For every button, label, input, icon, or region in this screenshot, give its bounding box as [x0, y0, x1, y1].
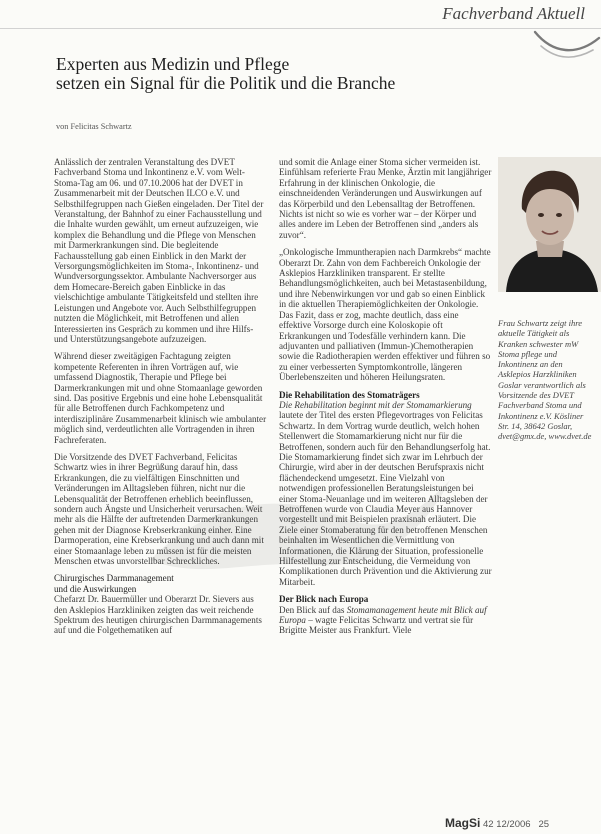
lead-italic: Die Rehabilitation beginnt mit der Stomamarkierung — [279, 399, 472, 410]
paragraph-text: lautete der Titel des ersten Pflegevortrages von Felicitas Schwartz. In dem Vortrag wurde deutlich, welch hohen Stellenwert die Stomamarkierung nicht nur für die Betroffenen, sondern auch für den Behandlungserfolg hat. Die Stomamarkierung findet sich zwar im Lehrbuch der Chirurgie, wird aber in der deutschen Berufspraxis nicht flächendeckend umgesetzt. Eine Vielzahl von notwendigen professionellen Beratungsleistungen bei einer Stoma-Neuanlage und im weiteren Alltagsleben der Betroffenen wurde von Claudia Meyer aus Hannover vorgestellt und mit Beispielen praxisnah erläutert. Die Ziele einer Stomaberatung für den betroffenen Menschen beinhalten im Wesentlichen die Vermittlung von Informationen, die Klärung der Situation, professionelle Hilfestellung zur Entscheidung, die Vermeidung von Komplikationen durch Prävention und die Aktivierung zur Mitarbeit. — [279, 410, 492, 587]
issue-date: 12/2006 — [496, 819, 531, 830]
section-title: Fachverband Aktuell — [442, 4, 585, 23]
paragraph: Die Vorsitzende des DVET Fachverband, Felicitas Schwartz wies in ihrer Begrüßung darauf hin, dass Erkrankungen, die zu vielfältigen Einschnitten und Veränderungen im Alltagsleben führen, nicht nur die Lebensqualität der Betroffenen erheblich beeinflussen, sondern auch Ängste und Unsicherheit verursachen. Weit mehr als die Hälfte der auftretenden Darmerkrankungen gehen mit der Diagnose Krebserkrankung einher. Eine Darmoperation, eine Krebserkrankung und auch dann mit einer Stomaanlage leben zu müssen ist für die meisten Menschen etwas unvorstellbar Schreckliches. — [54, 451, 264, 567]
subheading-line-2: und die Auswirkungen — [54, 583, 137, 594]
paragraph: Anlässlich der zentralen Veranstaltung des DVET Fachverband Stoma und Inkontinenz e.V. vom Welt-Stoma-Tag am 06. und 07.10.2006 hat der DVET in Zusammenarbeit mit der Deutschen ILCO e.V. und Selbsthilfegruppen nach Gießen eingeladen. Der Titel der Veranstaltung, der Bahnhof zu einer Fachausstellung und die Inhalte wurden gewählt, um erneut aufzuzeigen, wie komplex die Behandlung und die Pflege von Menschen mit Darmerkrankungen sind. Die begleitende Fachausstellung gab einen Einblick in den Markt der Versorgungsmöglichkeiten im Stoma-, Inkontinenz- und Wundversorgungssektor. Ambulante Nachversorger aus dem Homecare-Bereich gaben Einblicke in das vielschichtige ambulante Tätigkeitsfeld und stellten ihre Leistungen und Angebote vor. Auch Selbsthilfegruppen nutzten die Möglichkeit, mit Betroffenen und allen Interessierten ins Gespräch zu kommen und ihre Hilfs- und Unterstützungsangebote aufzuzeigen. — [54, 157, 264, 344]
article-title-line-1: Experten aus Medizin und Pflege — [56, 54, 290, 74]
magazine-swoosh-graphic — [531, 26, 601, 62]
paragraph-text: Den Blick auf das — [279, 604, 347, 615]
subheading: Die Rehabilitation des Stomaträgers — [279, 389, 420, 400]
lead-italic: Stomamanagement heute mit Blick auf Europa — [279, 604, 487, 626]
header-rule — [0, 28, 601, 29]
page-number: 25 — [538, 819, 550, 830]
magazine-brand: MagSi — [445, 816, 481, 830]
subheading-line-1: Chirurgisches Darmmanagement — [54, 573, 174, 584]
article-title — [56, 55, 526, 93]
paragraph — [279, 400, 492, 587]
page-footer — [445, 816, 549, 830]
portrait-caption: Frau Schwartz zeigt ihre aktuelle Tätigkeit als Kranken schwester mW Stoma pflege und Inkontinenz an den Asklepios Harzkliniken Goslar verantwortlich als Vorsitzende des DVET Fachverband Stoma und Inkontinenz e.V. Kösliner Str. 14, 38642 Goslar, dvet@gmx.de, www.dvet.de — [498, 318, 592, 442]
paragraph: und somit die Anlage einer Stoma sicher vermeiden ist. Einfühlsam referierte Frau Menke, Ärztin mit langjähriger Erfahrung in der klinischen Onkologie, die einschneidenden Veränderungen und Auswirkungen auf das Körperbild und den Lebensalltag der Betroffenen. Nichts ist nicht so wie es vorher war – der Körper und alles andere im Leben der Betroffenen sind „anders als zuvor“. — [279, 157, 492, 240]
paragraph-text: – wagte Felicitas Schwartz und vertrat sie für Brigitte Meister aus Frankfurt. Viele — [279, 615, 474, 636]
subheading — [54, 573, 267, 594]
author-portrait — [498, 157, 601, 292]
paragraph: Chefarzt Dr. Bauermüller und Oberarzt Dr. Sievers aus den Asklepios Harzkliniken zeigten das weit reichende Spektrum des heutigen chirurgischen Darmmanagements auf und die Folgethematiken auf — [54, 594, 262, 636]
article-column-2 — [279, 157, 492, 643]
subheading: Der Blick nach Europa — [279, 594, 369, 605]
article-column-1 — [54, 157, 267, 643]
paragraph: Während dieser zweitägigen Fachtagung zeigten kompetente Referenten in ihren Vorträgen auf, wie umfassend Diagnostik, Therapie und Pflege bei Darmerkrankungen mit und ohne Stomaanlage geworden sind. Das positive Ergebnis und eine hohe Lebensqualität für alle Betroffenen durch Fachkompetenz und interdisziplinäre Zusammenarbeit klinisch wie ambulanter möglich sind, verdeutlichten alle Vortragenden in ihren Fachreferaten. — [54, 351, 267, 445]
issue-number: 42 — [482, 819, 494, 830]
article-title-line-2: setzen ein Signal für die Politik und die Branche — [56, 73, 396, 93]
paragraph — [279, 605, 492, 636]
byline: von Felicitas Schwartz — [56, 122, 132, 131]
paragraph: „Onkologische Immuntherapien nach Darmkrebs“ machte Oberarzt Dr. Zahn von dem Fachbereich Onkologie der Asklepios Harzkliniken transparent. Er stellte Behandlungsmöglichkeiten, auch bei Metastasenbildung, und ihre Nebenwirkungen vor und gab so einen Einblick in die aktuellen Therapiemöglichkeiten der Onkologie. Das Fazit, dass er zog, machte deutlich, dass eine effektive Vorsorge durch eine Koloskopie oft Erkrankungen und Todesfälle verhindern kann. Die adjuvanten und palliativen (Immun-)Chemotherapien sowie die Radiotherapien werden effektiver und führen so zu einer verbesserten Symptomkontrolle, längeren Überlebenszeiten und höheren Heilungsraten. — [279, 247, 491, 383]
